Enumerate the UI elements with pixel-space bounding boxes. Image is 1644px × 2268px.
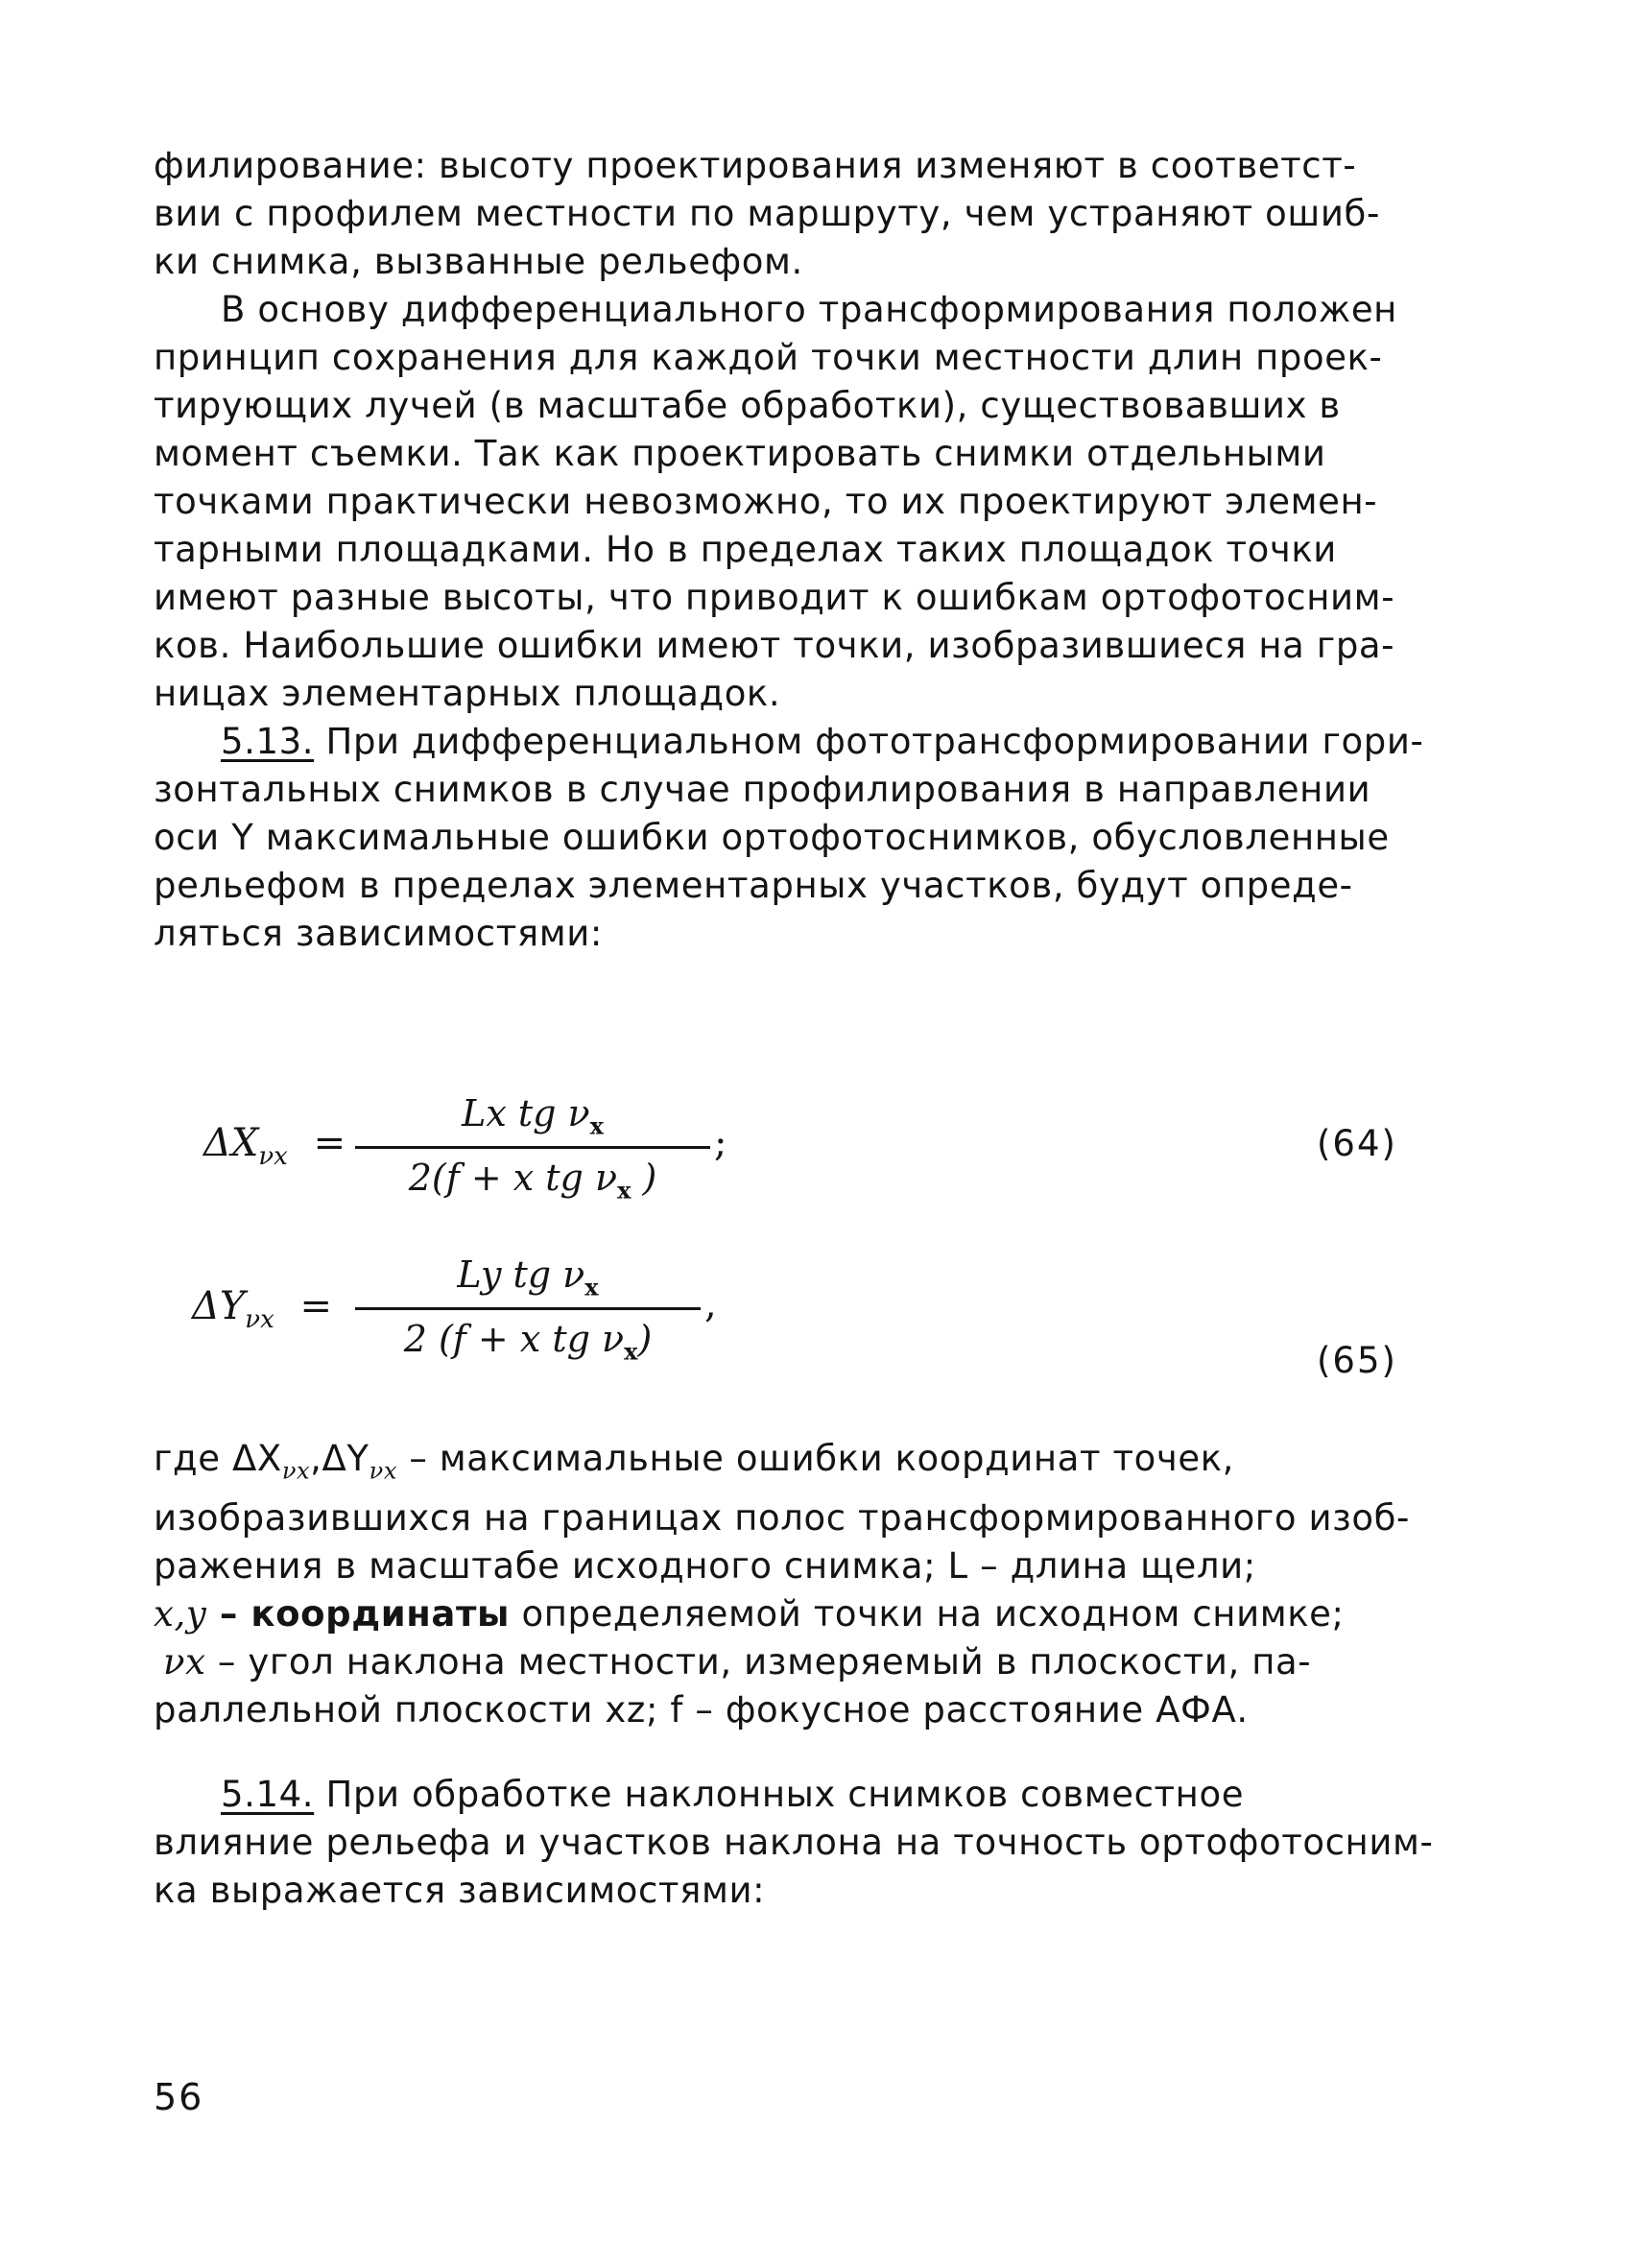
paragraph-5-13 <box>154 718 1497 958</box>
section-number: 5.13. <box>221 721 315 762</box>
text-span: – максимальные ошибки координат точек, <box>396 1438 1235 1479</box>
denominator-subscript: x <box>624 1337 638 1366</box>
text-line: вии с профилем местности по маршруту, чем устраняют ошиб- <box>154 193 1380 234</box>
lhs-subscript: νx <box>258 1142 288 1171</box>
text-line: ражения в масштабе исходного снимка; L – длина щели; <box>154 1545 1256 1588</box>
numerator-text: Ly tg ν <box>457 1253 585 1296</box>
denominator-subscript: x <box>617 1176 631 1205</box>
text-line <box>154 1638 1497 1686</box>
text-line: ницах элементарных площадок. <box>154 673 781 714</box>
subscript: νx <box>281 1457 311 1485</box>
numerator <box>355 1092 710 1140</box>
numerator <box>355 1253 701 1301</box>
text-line <box>154 1590 1497 1638</box>
text-line <box>154 718 1497 766</box>
text-line: раллельной плоскости xz; f – фокусное расстояние АФА. <box>154 1689 1249 1731</box>
numerator-subscript: x <box>589 1111 604 1140</box>
paragraph-2 <box>154 286 1497 718</box>
symbol-vx: νx <box>163 1641 206 1683</box>
subscript: νx <box>369 1457 397 1485</box>
lhs-subscript: νx <box>245 1305 274 1334</box>
section-number: 5.14. <box>221 1774 315 1815</box>
formula-fraction <box>355 1092 710 1204</box>
denominator-text: 2(f + x tg ν <box>408 1156 618 1199</box>
text-span: При дифференциальном фототрансформировании гори- <box>314 721 1424 762</box>
denominator-end: ) <box>631 1156 657 1199</box>
equals-sign: = <box>313 1121 346 1165</box>
page-number: 56 <box>154 2076 204 2118</box>
text-line: ляться зависимостями: <box>154 913 603 954</box>
lhs-symbol: ΔX <box>203 1121 259 1165</box>
fraction-bar <box>355 1146 710 1149</box>
text-line: оси Y максимальные ошибки ортофотоснимков, обусловленные <box>154 817 1390 858</box>
formula-trail: ; <box>714 1121 727 1165</box>
text-line: принцип сохранения для каждой точки местности длин проек- <box>154 337 1383 378</box>
text-line: момент съемки. Так как проектировать снимки отдельными <box>154 433 1326 474</box>
text-line: ков. Наибольшие ошибки имеют точки, изобразившиеся на гра- <box>154 625 1395 666</box>
text-line <box>154 1435 1497 1494</box>
text-line: ки снимка, вызванные рельефом. <box>154 241 803 282</box>
formula-lhs <box>192 1284 332 1334</box>
denominator-text: 2 (f + x tg ν <box>403 1317 625 1360</box>
numerator-text: Lx tg ν <box>462 1092 590 1134</box>
equation-number: (64) <box>1317 1123 1397 1164</box>
equals-sign: = <box>299 1284 332 1328</box>
text-line: В основу дифференциального трансформирования положен <box>221 289 1397 330</box>
fraction-bar <box>355 1307 701 1310</box>
denominator <box>355 1157 710 1205</box>
formula-lhs <box>203 1121 345 1171</box>
text-line: филирование: высоту проектирования изменяют в соответст- <box>154 145 1357 186</box>
text-line: тирующих лучей (в масштабе обработки), существовавших в <box>154 385 1341 426</box>
text-line <box>154 1771 1497 1819</box>
denominator-end: ) <box>637 1317 653 1360</box>
denominator <box>355 1318 701 1366</box>
text-span: – угол наклона местности, измеряемый в плоскости, па- <box>205 1641 1312 1683</box>
lhs-symbol: ΔY <box>192 1284 246 1328</box>
text-line: ка выражается зависимостями: <box>154 1870 766 1911</box>
paragraph-definitions <box>154 1435 1497 1734</box>
paragraph-5-14 <box>154 1771 1497 1915</box>
text-span: где ΔX <box>154 1438 282 1479</box>
equation-number: (65) <box>1317 1340 1397 1381</box>
symbol-xy: x,y <box>154 1593 207 1635</box>
text-line: изобразившихся на границах полос трансформированного изоб- <box>154 1497 1410 1540</box>
numerator-subscript: x <box>584 1273 599 1301</box>
text-span: ,ΔY <box>310 1438 369 1479</box>
text-line: тарными площадками. Но в пределах таких площадок точки <box>154 529 1337 570</box>
paragraph-1 <box>154 142 1497 286</box>
text-line: имеют разные высоты, что приводит к ошибкам ортофотосним- <box>154 577 1395 618</box>
text-line: влияние рельефа и участков наклона на точность ортофотосним- <box>154 1822 1434 1863</box>
formula-trail: , <box>704 1282 717 1326</box>
text-line: точками практически невозможно, то их проектируют элемен- <box>154 481 1378 522</box>
text-span: При обработке наклонных снимков совместное <box>314 1774 1245 1815</box>
text-line: зонтальных снимков в случае профилирования в направлении <box>154 769 1371 810</box>
text-span: определяемой точки на исходном снимке; <box>510 1593 1345 1635</box>
text-line: рельефом в пределах элементарных участков, будут опреде- <box>154 865 1353 906</box>
text-span: – координаты <box>206 1593 511 1635</box>
formula-fraction <box>355 1253 701 1365</box>
